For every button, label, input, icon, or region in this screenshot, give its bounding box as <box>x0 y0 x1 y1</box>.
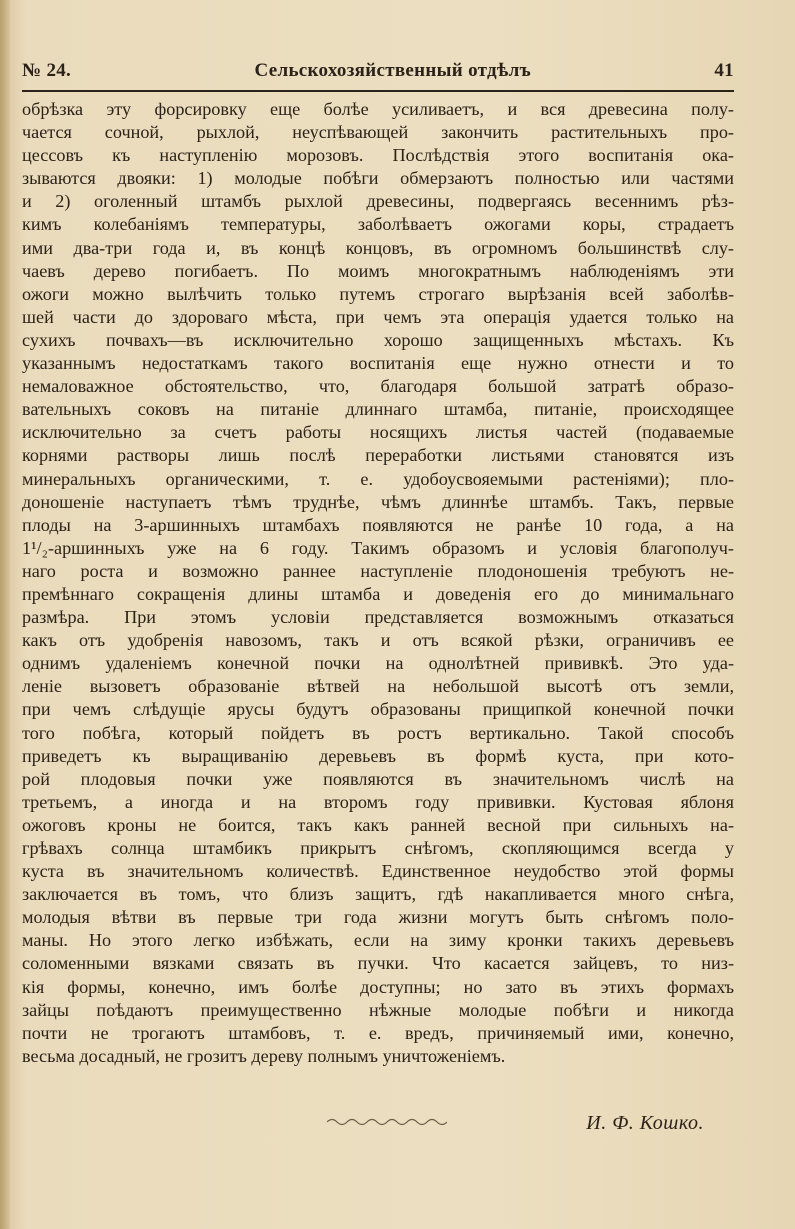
article-footer <box>22 1108 734 1138</box>
text-line: сухихъ почвахъ—въ исключительно хорошо защищенныхъ мѣстахъ. Къ <box>22 329 734 350</box>
text-line: немаловажное обстоятельство, что, благодаря большой затратѣ образо- <box>22 376 734 397</box>
text-line: вательныхъ соковъ на питаніе длиннаго штамба, питаніе, происходящее <box>22 399 734 420</box>
text-line: весьма досадный, не грозитъ дереву полнымъ уничтоженіемъ. <box>22 1045 506 1066</box>
issue-number: № 24. <box>22 60 72 81</box>
text-line: шей части до здороваго мѣста, при чемъ эта операція удается только на <box>22 306 734 327</box>
text-line: почти не трогаютъ штамбовъ, т. е. вредъ, причиняемый ими, конечно, <box>22 1022 734 1043</box>
text-line: обрѣзка эту форсировку еще болѣе усиливаетъ, и вся древесина полу- <box>22 99 734 119</box>
text-line: премѣннаго сокращенія длины штамба и доведенія его до минимальнаго <box>22 583 734 604</box>
text-line: и 2) оголенный штамбъ рыхлой древесины, подвергаясь весеннимъ рѣз- <box>22 191 734 212</box>
text-line: ими два-три года и, въ концѣ концовъ, въ огромномъ большинствѣ слу- <box>22 237 734 258</box>
text-line: леніе вызоветъ образованіе вѣтвей на небольшой высотѣ отъ земли, <box>22 676 734 697</box>
text-line: однимъ удаленіемъ конечной почки на однолѣтней прививкѣ. Это уда- <box>22 653 734 674</box>
text-line: соломенными вязками связать въ пучки. Что касается зайцевъ, то низ- <box>22 953 734 974</box>
text-line: 1¹/₂-аршинныхъ уже на 6 году. Такимъ образомъ и условія благополуч- <box>22 537 734 558</box>
header-rule <box>22 90 734 92</box>
text-line: указаннымъ недостаткамъ такого воспитанія еще нужно отнести и то <box>22 353 734 374</box>
text-line: доношеніе наступаетъ тѣмъ труднѣе, чѣмъ длиннѣе штамбъ. Такъ, первые <box>22 491 734 512</box>
article-body <box>22 98 734 1068</box>
text-line: заключается въ томъ, что близъ защитъ, гдѣ накапливается много снѣга, <box>22 884 734 905</box>
text-line: третьемъ, а иногда и на второмъ году прививки. Кустовая яблоня <box>22 791 734 812</box>
text-line: кія формы, конечно, имъ болѣе доступны; но зато въ этихъ формахъ <box>22 976 734 997</box>
section-title: Сельскохозяйственный отдѣлъ <box>254 60 531 81</box>
text-line: цессовъ къ наступленію морозовъ. Послѣдствія этого воспитанія ока- <box>22 145 734 166</box>
text-line: корнями растворы лишь послѣ переработки листьями становятся изъ <box>22 445 734 466</box>
text-line: какъ отъ удобренія навозомъ, такъ и отъ всякой рѣзки, ограничивъ ее <box>22 630 734 651</box>
text-line: куста въ значительномъ количествѣ. Единственное неудобство этой формы <box>22 861 734 882</box>
text-line: молодыя вѣтви въ первые три года жизни могутъ быть снѣгомъ поло- <box>22 907 734 928</box>
running-header <box>22 55 734 87</box>
text-line: наго роста и возможно раннее наступленіе плодоношенія требуютъ не- <box>22 560 734 581</box>
ornament-squiggle <box>327 1116 447 1128</box>
text-line: размѣра. При этомъ условіи представляется возможнымъ отказаться <box>22 607 734 628</box>
text-line: того побѣга, который пойдетъ въ ростъ вертикально. Такой способъ <box>22 722 734 743</box>
text-line: исключительно за счетъ работы носящихъ листья частей (подаваемые <box>22 422 734 443</box>
text-line: кимъ колебаніямъ температуры, заболѣваетъ ожогами коры, страдаетъ <box>22 214 734 235</box>
text-line: рой плодовыя почки уже появляются въ значительномъ числѣ на <box>22 768 734 789</box>
text-line: чается сочной, рыхлой, неуспѣвающей закончить растительныхъ про- <box>22 122 734 143</box>
text-line: плоды на 3-аршинныхъ штамбахъ появляются не ранѣе 10 года, а на <box>22 514 734 535</box>
author-signature: И. Ф. Кошко. <box>586 1112 704 1134</box>
text-line: при чемъ слѣдущіе ярусы будутъ образованы прищипкой конечной почки <box>22 699 734 720</box>
text-line: ожоги можно вылѣчить только путемъ строгаго вырѣзанія всей заболѣв- <box>22 283 734 304</box>
text-line: приведетъ къ выращиванію деревьевъ въ формѣ куста, при кото- <box>22 745 734 766</box>
text-line: зываются двояки: 1) молодые побѣги обмерзаютъ полностью или частями <box>22 168 734 189</box>
page-spine <box>0 0 10 1229</box>
text-line: ожоговъ кроны не боится, такъ какъ ранней весной при сильныхъ на- <box>22 814 734 835</box>
text-line: грѣвахъ солнца штамбикъ прикрытъ снѣгомъ, скопляющимся всегда у <box>22 838 734 858</box>
text-line: маны. Но этого легко избѣжать, если на зиму кронки такихъ деревьевъ <box>22 930 734 951</box>
page-number: 41 <box>714 60 734 81</box>
text-line: зайцы поѣдаютъ преимущественно нѣжные молодые побѣги и никогда <box>22 999 734 1020</box>
text-line: чаевъ дерево погибаетъ. По моимъ многократнымъ наблюденіямъ эти <box>22 260 734 281</box>
text-line: минеральныхъ органическими, т. е. удобоусвояемыми растеніями); пло- <box>22 468 734 489</box>
